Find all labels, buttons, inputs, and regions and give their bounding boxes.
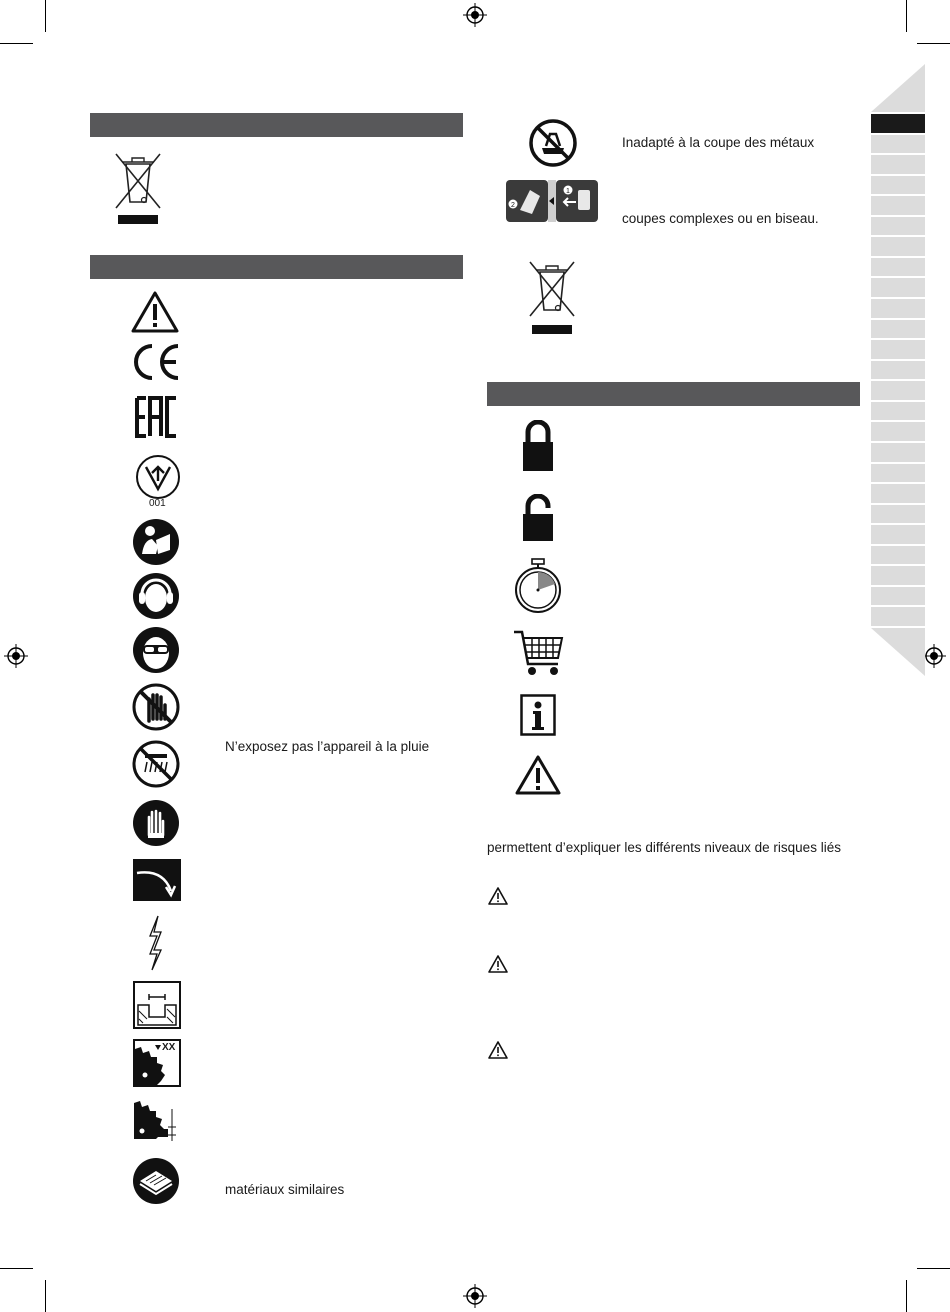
language-tab	[871, 278, 925, 297]
lock-closed-icon	[522, 420, 554, 472]
registration-mark-icon	[922, 644, 946, 668]
no-metal-cutting-icon	[528, 118, 578, 168]
language-tab	[871, 258, 925, 277]
lock-open-icon	[522, 494, 554, 542]
language-tab	[871, 320, 925, 339]
language-tab	[871, 217, 925, 236]
registration-mark-icon	[463, 1284, 487, 1308]
complex-cuts-icon	[506, 180, 598, 222]
eye-protection-icon	[132, 626, 180, 674]
section-bar-product-symbols	[487, 382, 860, 406]
warning-triangle-icon	[130, 290, 180, 334]
rotation-direction-icon	[133, 859, 181, 901]
step-2-label: 2	[511, 202, 515, 209]
language-tab	[871, 381, 925, 400]
tab-strip-top-wedge	[871, 64, 925, 112]
language-tab	[871, 176, 925, 195]
stopwatch-icon	[513, 558, 563, 614]
read-manual-icon	[132, 518, 180, 566]
language-tab	[871, 299, 925, 318]
language-tab	[871, 422, 925, 441]
language-tab	[871, 505, 925, 524]
no-metal-cutting-text: Inadapté à la coupe des métaux	[622, 135, 815, 150]
language-tab	[871, 135, 925, 154]
wood-material-text: matériaux similaires	[225, 1182, 345, 1197]
language-tab	[871, 566, 925, 585]
language-tab	[871, 464, 925, 483]
section-bar-symbols	[90, 255, 463, 279]
language-tab	[871, 443, 925, 462]
language-tab	[871, 587, 925, 606]
warning-small-icon	[487, 886, 509, 906]
language-tab	[871, 155, 925, 174]
no-hands-icon	[132, 683, 180, 731]
language-tab	[871, 484, 925, 503]
warning-triangle-icon	[514, 754, 562, 796]
registration-mark-icon	[4, 644, 28, 668]
language-tab	[871, 114, 925, 133]
step-1-label: 1	[566, 188, 570, 195]
language-tab	[871, 607, 925, 626]
conformity-code: 001	[149, 498, 166, 509]
language-tab	[871, 196, 925, 215]
wood-material-icon	[132, 1157, 180, 1205]
warning-small-icon	[487, 954, 509, 974]
no-rain-icon	[132, 740, 180, 788]
ear-protection-icon	[132, 572, 180, 620]
tab-strip-bottom-wedge	[871, 628, 925, 676]
complex-cuts-text: coupes complexes ou en biseau.	[622, 211, 819, 226]
language-tab	[871, 340, 925, 359]
blade-teeth-label: XX	[162, 1042, 176, 1053]
language-tab	[871, 361, 925, 380]
ce-mark-icon	[130, 342, 182, 382]
shopping-cart-icon	[512, 628, 564, 678]
cutting-depth-icon	[133, 981, 181, 1029]
double-insulation-icon	[146, 914, 164, 972]
no-rain-text: N’exposez pas l’appareil à la pluie	[225, 739, 430, 754]
warning-small-icon	[487, 1040, 509, 1060]
risk-intro-text: permettent d’expliquer les différents niveaux de risques liés	[487, 840, 841, 855]
weee-bin-icon	[112, 150, 164, 226]
language-tab	[871, 546, 925, 565]
weee-bin-icon	[526, 258, 578, 336]
language-tab-strip	[871, 114, 925, 628]
eac-mark-icon	[134, 396, 178, 438]
section-bar-disposal	[90, 113, 463, 137]
blade-thickness-icon	[132, 1101, 180, 1143]
wear-gloves-icon	[132, 799, 180, 847]
language-tab	[871, 525, 925, 544]
info-icon	[520, 694, 556, 736]
ukrainian-conformity-icon	[134, 453, 182, 501]
registration-mark-icon	[463, 3, 487, 27]
language-tab	[871, 402, 925, 421]
language-tab	[871, 237, 925, 256]
